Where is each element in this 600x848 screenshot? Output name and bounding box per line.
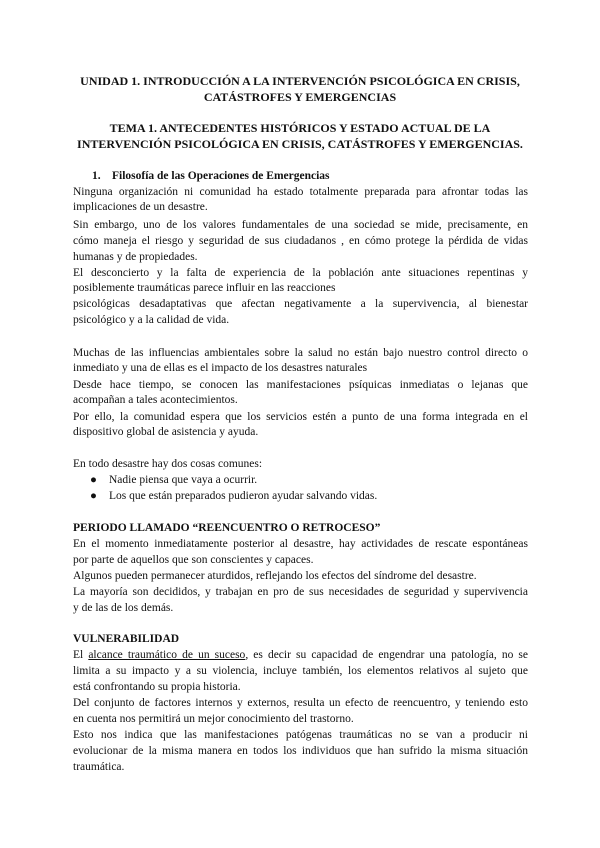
paragraph-line: y de las de los demás.: [73, 602, 174, 614]
paragraph-line: Del conjunto de factores internos y externos, resulta un efecto de reencuentro, y teniendo esto: [73, 697, 528, 709]
paragraph-line: implicaciones de un desastre.: [73, 201, 208, 213]
paragraph-line: Desde hace tiempo, se conocen las manifestaciones psíquicas inmediatas o lejanas que: [73, 379, 528, 391]
paragraph-line: acompañan a tales acontecimientos.: [73, 394, 238, 406]
paragraph-line: humanas y de propiedades.: [73, 251, 198, 263]
paragraph-line: Sin embargo, uno de los valores fundamentales de una sociedad se mide, precisamente, en: [73, 219, 528, 231]
paragraph-line: Ninguna organización ni comunidad ha estado totalmente preparada para afrontar todas las: [73, 186, 528, 198]
unit-title: UNIDAD 1. INTRODUCCIÓN A LA INTERVENCIÓN PSICOLÓGICA EN CRISIS, CATÁSTROFES Y EMERGENCIAS: [80, 74, 520, 104]
paragraph-line: El alcance traumático de un suceso, es decir su capacidad de engendrar una patología, no se: [73, 649, 528, 661]
paragraph-line: está confrontando su propia historia.: [73, 681, 241, 693]
topic-title: TEMA 1. ANTECEDENTES HISTÓRICOS Y ESTADO ACTUAL DE LA INTERVENCIÓN PSICOLÓGICA EN CRISIS, CATÁSTROFES Y EMERGENCIAS.: [77, 121, 523, 151]
paragraph-line: psicológicas desadaptativas que afectan negativamente a la supervivencia, al bienestar: [73, 298, 528, 310]
paragraph-line: dispositivo global de asistencia y ayuda.: [73, 426, 259, 438]
section-heading-2: PERIODO LLAMADO “REENCUENTRO O RETROCESO”: [73, 522, 381, 534]
underlined-term: alcance traumático de un suceso: [88, 649, 246, 661]
list-item: ● Nadie piensa que vaya a ocurrir.: [90, 474, 258, 486]
paragraph-line: evolucionar de la misma manera en todos los individuos que han sufrido la misma situación: [73, 745, 528, 757]
paragraph-line: Esto nos indica que las manifestaciones patógenas traumáticas no se van a producir ni: [73, 729, 528, 741]
paragraph-line: por parte de aquellos que son conscientes y capaces.: [73, 554, 314, 566]
paragraph-line: posiblemente traumáticas parece influir en las reacciones: [73, 282, 336, 294]
paragraph-line: Por ello, la comunidad espera que los servicios estén a punto de una forma integrada en el: [73, 411, 528, 423]
section-heading-3: VULNERABILIDAD: [73, 633, 180, 645]
list-item: ● Los que están preparados pudieron ayudar salvando vidas.: [90, 490, 378, 502]
paragraph-line: Muchas de las influencias ambientales sobre la salud no están bajo nuestro control directo o: [73, 347, 528, 359]
paragraph-line: en cuenta nos permitirá un mejor conocimiento del trastorno.: [73, 713, 354, 725]
paragraph-line: cómo maneja el riesgo y seguridad de sus ciudadanos , en cómo protege la pérdida de vidas: [73, 235, 528, 247]
paragraph-line: traumática.: [73, 761, 125, 773]
paragraph-line: psicológico y a la calidad de vida.: [73, 314, 230, 326]
paragraph-line: El desconcierto y la falta de experiencia de la población ante situaciones repentinas y: [73, 267, 528, 279]
paragraph-line: En todo desastre hay dos cosas comunes:: [73, 458, 263, 470]
bullet-icon: ●: [90, 490, 97, 502]
paragraph-line: inmediato y una de ellas es el impacto de los desastres naturales: [73, 362, 368, 374]
bullet-icon: ●: [90, 474, 97, 486]
paragraph-line: La mayoría son decididos, y trabajan en pro de sus necesidades de seguridad y supervivencia: [73, 586, 528, 598]
paragraph-line: limita a su impacto y a su violencia, incluye también, los elementos relativos al sujeto que: [73, 665, 528, 677]
section-heading-1: 1. Filosofía de las Operaciones de Emergencias: [92, 170, 330, 182]
paragraph-line: En el momento inmediatamente posterior al desastre, hay actividades de rescate espontáneas: [73, 538, 528, 550]
paragraph-line: Algunos pueden permanecer aturdidos, reflejando los efectos del síndrome del desastre.: [73, 570, 477, 582]
